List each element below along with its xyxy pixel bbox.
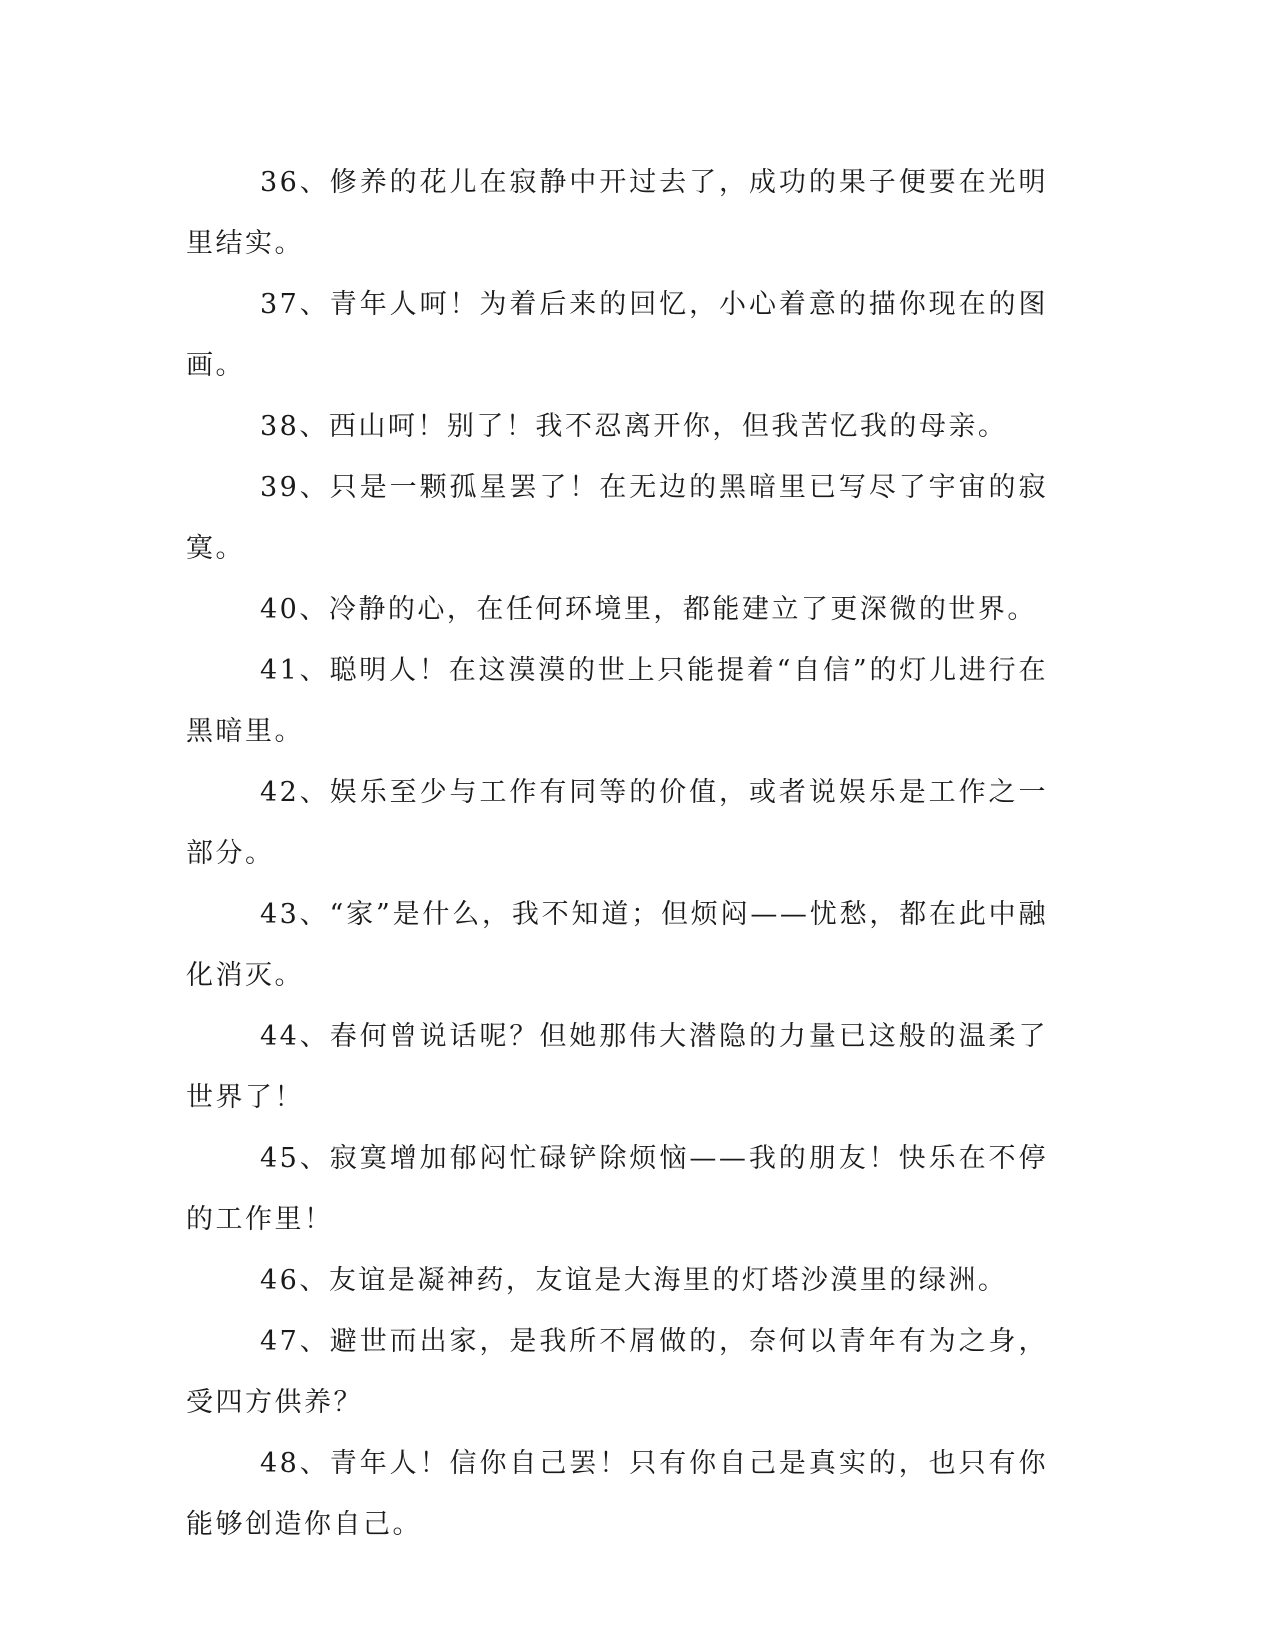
quote-paragraph-43: 43、“家”是什么，我不知道；但烦闷——忧愁，都在此中融化消灭。 — [186, 899, 1048, 991]
quote-paragraph-39: 39、只是一颗孤星罢了！在无边的黑暗里已写尽了宇宙的寂寞。 — [186, 472, 1048, 564]
quote-paragraph-38: 38、西山呵！别了！我不忍离开你，但我苦忆我的母亲。 — [260, 411, 1008, 442]
quote-paragraph-45: 45、寂寞增加郁闷忙碌铲除烦恼——我的朋友！快乐在不停的工作里！ — [186, 1143, 1048, 1235]
quote-paragraph-47: 47、避世而出家，是我所不屑做的，奈何以青年有为之身，受四方供养？ — [186, 1326, 1048, 1418]
quote-paragraph-37: 37、青年人呵！为着后来的回忆，小心着意的描你现在的图画。 — [186, 289, 1048, 381]
quote-paragraph-48: 48、青年人！信你自己罢！只有你自己是真实的，也只有你能够创造你自己。 — [186, 1448, 1048, 1540]
quote-paragraph-42: 42、娱乐至少与工作有同等的价值，或者说娱乐是工作之一部分。 — [186, 777, 1048, 869]
quote-paragraph-40: 40、冷静的心，在任何环境里，都能建立了更深微的世界。 — [260, 594, 1037, 625]
quote-paragraph-46: 46、友谊是凝神药，友谊是大海里的灯塔沙漠里的绿洲。 — [260, 1265, 1008, 1296]
document-body — [186, 152, 1048, 1555]
quote-paragraph-44: 44、春何曾说话呢？但她那伟大潜隐的力量已这般的温柔了世界了！ — [186, 1021, 1048, 1113]
quote-paragraph-41: 41、聪明人！在这漠漠的世上只能提着“自信”的灯儿进行在黑暗里。 — [186, 655, 1048, 747]
quote-paragraph-36: 36、修养的花儿在寂静中开过去了，成功的果子便要在光明里结实。 — [186, 167, 1048, 259]
